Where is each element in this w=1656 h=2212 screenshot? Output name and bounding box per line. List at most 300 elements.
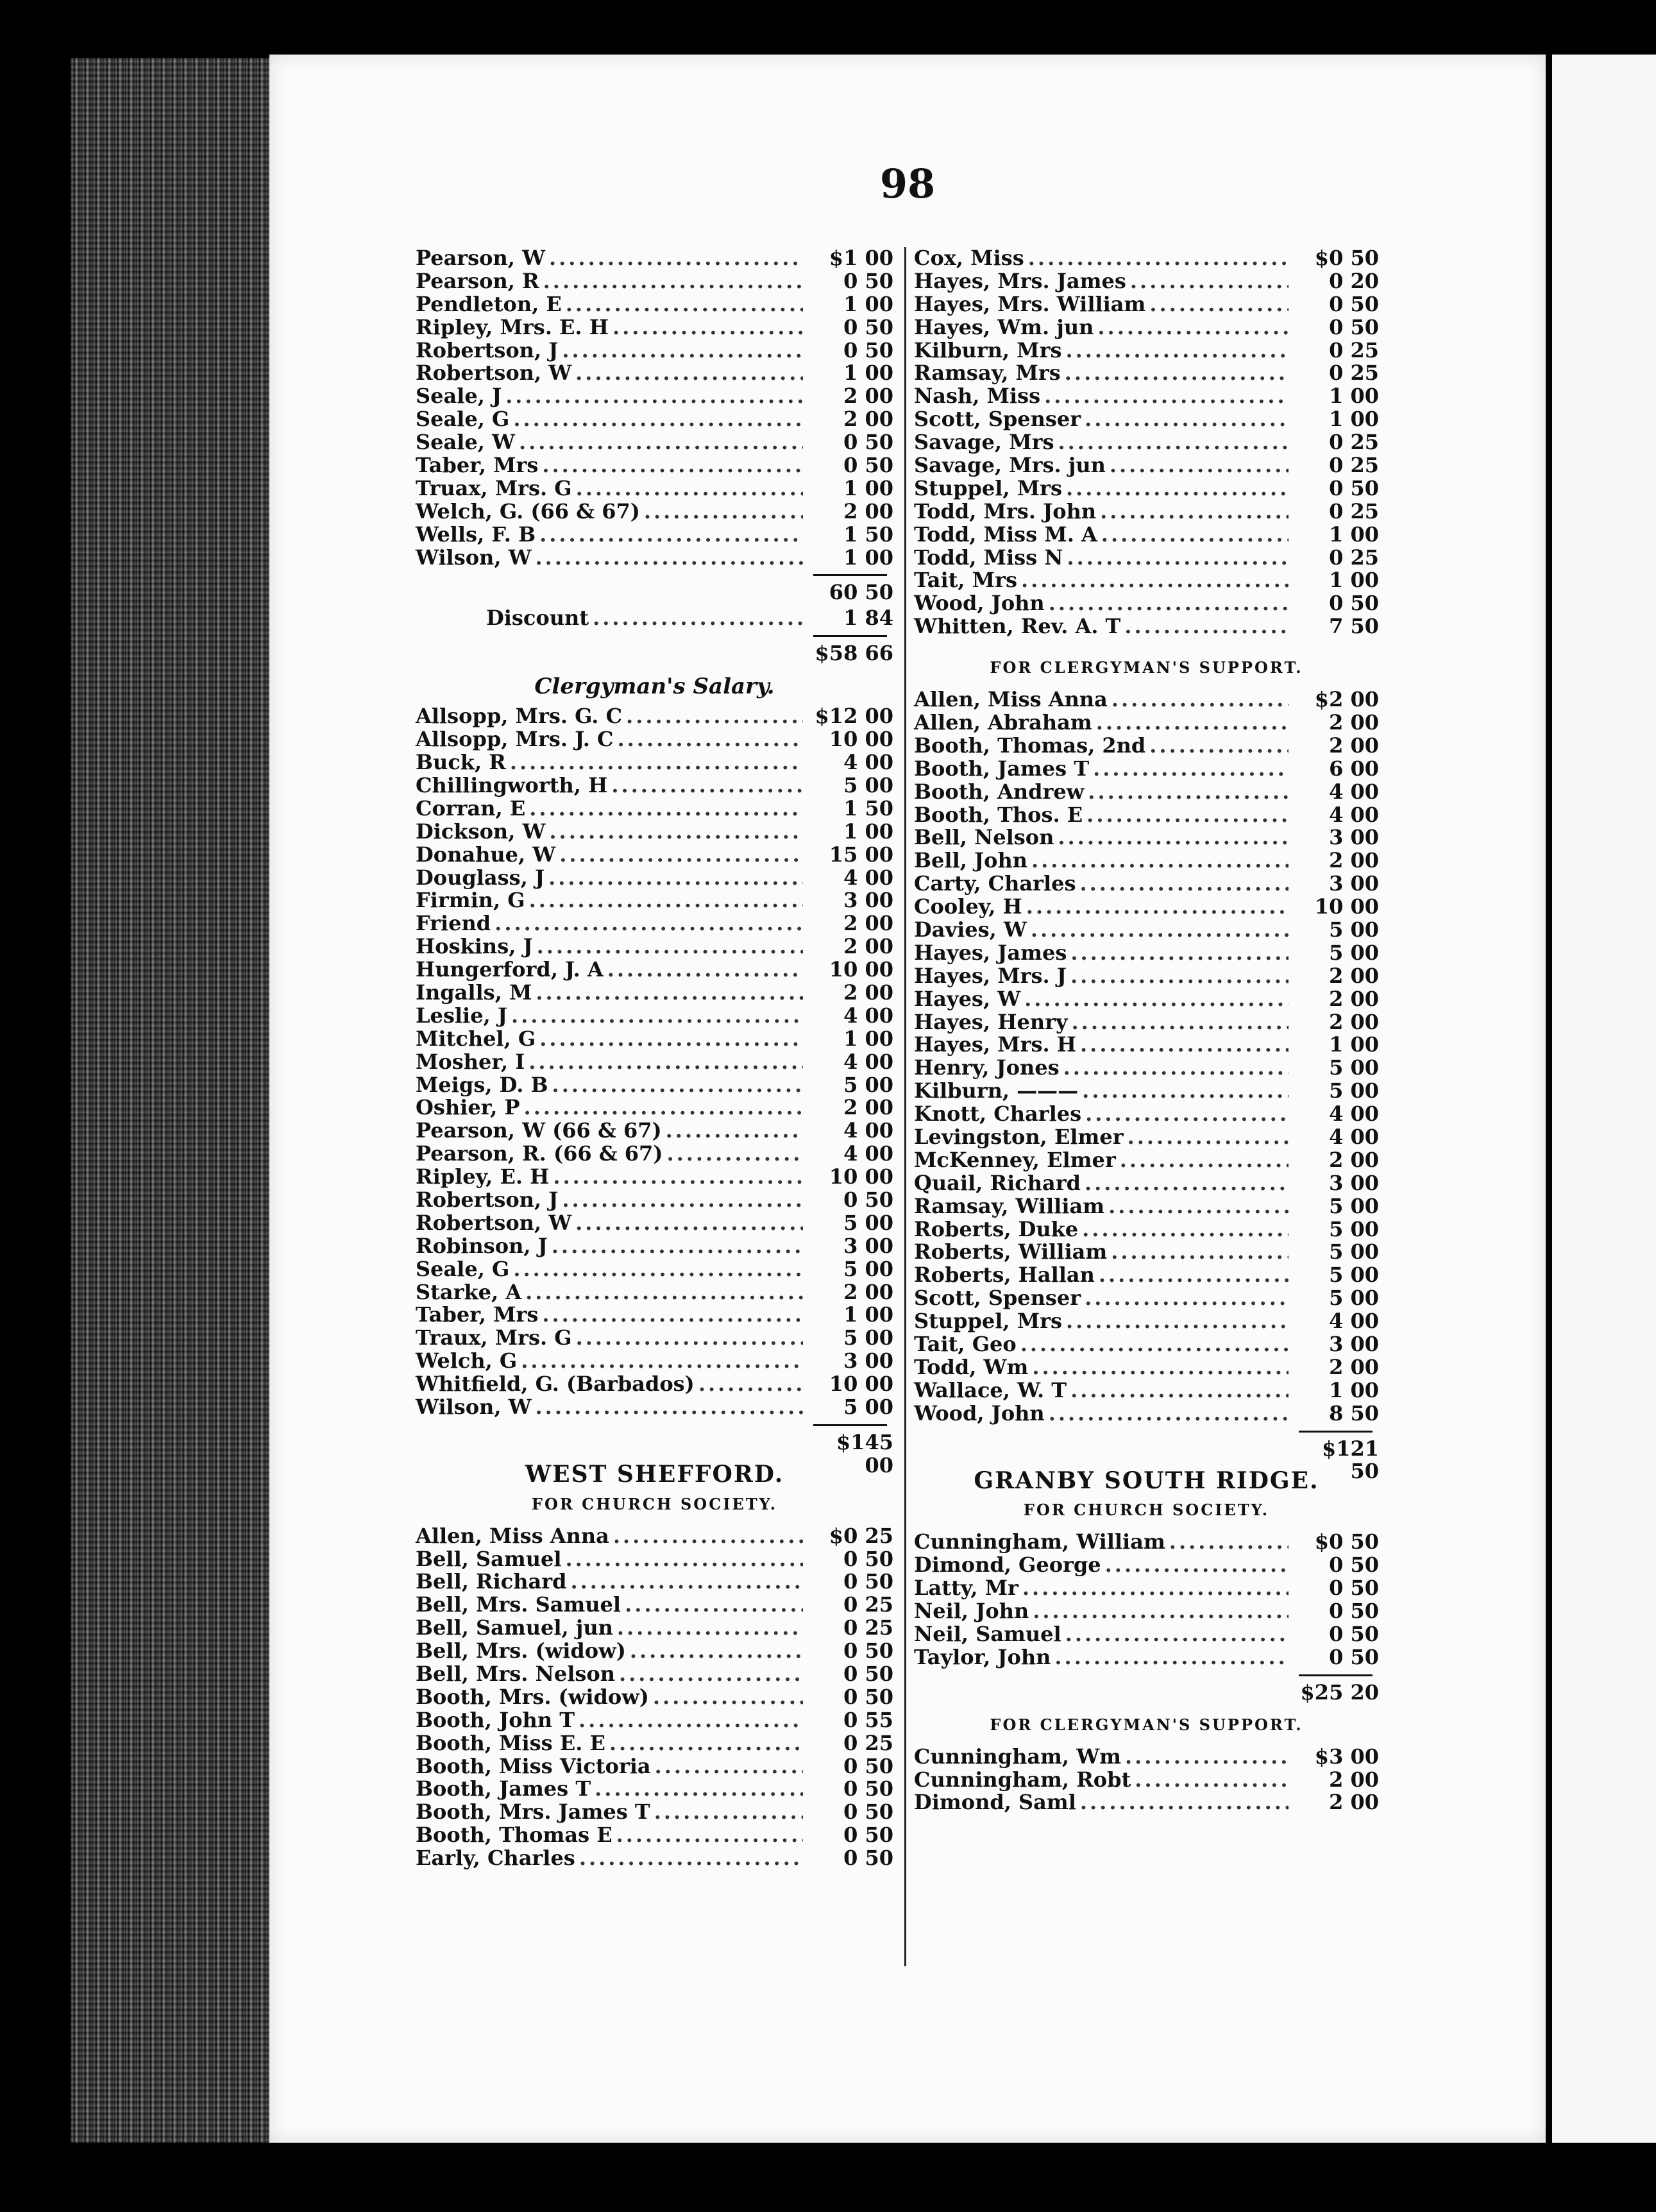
entry-name: Neil, Samuel bbox=[914, 1621, 1061, 1646]
entry-amount: 10 00 bbox=[1314, 894, 1379, 919]
leader-dots bbox=[1111, 688, 1288, 711]
entry-amount: 2 00 bbox=[843, 384, 893, 409]
entry-name: Allsopp, Mrs. J. C bbox=[416, 727, 614, 752]
ledger-entry bbox=[416, 1396, 893, 1419]
leader-dots bbox=[528, 1051, 803, 1074]
ledger-entry bbox=[914, 547, 1379, 570]
entry-amount: 2 00 bbox=[843, 911, 893, 936]
entry-name: Pearson, R bbox=[416, 268, 539, 293]
entry-amount: 0 50 bbox=[1329, 591, 1379, 616]
entry-name: Latty, Mr bbox=[914, 1576, 1018, 1601]
west-shefford-subheading: FOR CHURCH SOCIETY. bbox=[531, 1494, 778, 1513]
entry-amount: 6 00 bbox=[1329, 756, 1379, 781]
entry-amount: 15 00 bbox=[829, 842, 893, 867]
ledger-entry bbox=[416, 821, 893, 844]
ledger-entry bbox=[416, 1327, 893, 1350]
entry-name: Truax, Mrs. G bbox=[416, 475, 572, 500]
ledger-entry bbox=[914, 1769, 1379, 1792]
ledger-entry bbox=[914, 965, 1379, 988]
entry-amount: 0 25 bbox=[843, 1592, 893, 1617]
ledger-entry bbox=[416, 797, 893, 821]
entry-name: Buck, R bbox=[416, 750, 506, 775]
ledger-entry bbox=[416, 728, 893, 751]
leader-dots bbox=[1105, 1554, 1288, 1577]
entry-amount: 4 00 bbox=[843, 750, 893, 775]
ledger-entry bbox=[914, 688, 1379, 711]
entry-amount: 2 00 bbox=[1329, 1354, 1379, 1379]
entry-amount: 0 50 bbox=[843, 453, 893, 478]
entry-name: Hayes, Henry bbox=[914, 1009, 1068, 1034]
entry-name: Ripley, Mrs. E. H bbox=[416, 314, 609, 339]
entry-name: Robertson, W bbox=[416, 1210, 572, 1235]
leader-dots bbox=[525, 1281, 803, 1304]
entry-name: Bell, Richard bbox=[416, 1569, 567, 1594]
leader-dots bbox=[548, 867, 803, 890]
ledger-page bbox=[269, 55, 1546, 2143]
ledger-entry bbox=[416, 751, 893, 774]
ledger-entry bbox=[914, 1218, 1379, 1241]
leader-dots bbox=[536, 982, 803, 1005]
ledger-entry bbox=[416, 867, 893, 890]
entry-amount: 7 50 bbox=[1329, 614, 1379, 639]
ledger-entry bbox=[914, 247, 1379, 270]
entry-name: Stuppel, Mrs bbox=[914, 475, 1062, 500]
granby-subheading: FOR CHURCH SOCIETY. bbox=[1023, 1501, 1270, 1520]
entry-name: Robertson, J bbox=[416, 337, 559, 362]
entry-amount: 0 50 bbox=[843, 430, 893, 455]
ledger-entry bbox=[914, 1310, 1379, 1333]
ledger-entry bbox=[416, 385, 893, 408]
ledger-entry bbox=[914, 1264, 1379, 1287]
entry-amount: 1 00 bbox=[843, 291, 893, 316]
entry-name: Friend bbox=[416, 911, 491, 936]
ledger-entry bbox=[914, 1287, 1379, 1310]
leader-dots bbox=[1082, 1080, 1288, 1103]
ledger-entry bbox=[416, 1778, 893, 1801]
entry-amount: 0 50 bbox=[843, 1187, 893, 1212]
ledger-entry bbox=[416, 1051, 893, 1074]
ledger-entry bbox=[914, 1080, 1379, 1103]
leader-dots bbox=[1020, 1333, 1288, 1356]
entry-name: Pearson, R. (66 & 67) bbox=[416, 1141, 663, 1166]
entry-amount: 10 00 bbox=[829, 1372, 893, 1397]
ledger-entry bbox=[416, 1281, 893, 1304]
right-column bbox=[914, 247, 1652, 1814]
leader-dots bbox=[505, 385, 803, 408]
entry-amount: 0 25 bbox=[1329, 545, 1379, 570]
leader-dots bbox=[1070, 965, 1288, 988]
entry-name: Corran, E bbox=[416, 795, 526, 821]
ledger-entry bbox=[914, 826, 1379, 849]
ledger-entry bbox=[416, 1143, 893, 1166]
ledger-entry bbox=[914, 270, 1379, 293]
ledger-entry bbox=[914, 781, 1379, 804]
entry-name: Pearson, W bbox=[416, 246, 545, 270]
entry-amount: 4 00 bbox=[843, 1049, 893, 1074]
entry-name: Bell, Mrs. (widow) bbox=[416, 1638, 626, 1663]
leader-dots bbox=[1096, 711, 1288, 735]
entry-amount: 5 00 bbox=[1329, 1239, 1379, 1264]
ledger-entry bbox=[914, 1195, 1379, 1218]
leader-dots bbox=[1028, 247, 1288, 270]
entry-amount: 5 00 bbox=[1329, 1286, 1379, 1311]
leader-dots bbox=[1149, 293, 1288, 316]
ledger-entry bbox=[416, 1824, 893, 1847]
entry-amount: 0 50 bbox=[843, 1638, 893, 1663]
ledger-entry bbox=[416, 1847, 893, 1870]
leader-dots bbox=[575, 1212, 803, 1235]
leader-dots bbox=[1044, 385, 1288, 408]
ledger-entry bbox=[416, 1304, 893, 1327]
entry-amount: 0 50 bbox=[1329, 1621, 1379, 1646]
entry-name: Savage, Mrs. jun bbox=[914, 453, 1106, 478]
entry-amount: 0 50 bbox=[843, 1684, 893, 1709]
entry-name: Hayes, Mrs. J bbox=[914, 963, 1067, 988]
entry-name: Bell, Nelson bbox=[914, 825, 1054, 850]
ledger-entry bbox=[416, 1755, 893, 1778]
entry-name: Hayes, James bbox=[914, 940, 1067, 965]
granby-heading: GRANBY SOUTH RIDGE. bbox=[974, 1467, 1319, 1494]
entry-amount: $0 25 bbox=[829, 1523, 893, 1548]
leader-dots bbox=[1085, 1172, 1288, 1195]
ledger-entry bbox=[914, 1103, 1379, 1126]
ledger-entry bbox=[416, 1189, 893, 1212]
ledger-entry bbox=[416, 1801, 893, 1824]
subtotal-row bbox=[416, 581, 893, 607]
entry-name: Cunningham, Wm bbox=[914, 1744, 1121, 1769]
entry-name: Allen, Miss Anna bbox=[416, 1523, 609, 1548]
ledger-entry bbox=[416, 316, 893, 339]
entry-amount: 5 00 bbox=[1329, 940, 1379, 965]
entry-name: Henry, Jones bbox=[914, 1055, 1060, 1080]
entry-name: Seale, J bbox=[416, 384, 502, 409]
entry-name: Todd, Mrs. John bbox=[914, 498, 1097, 523]
entry-amount: 3 00 bbox=[843, 1348, 893, 1374]
entry-amount: 2 00 bbox=[843, 1095, 893, 1120]
entry-name: Traux, Mrs. G bbox=[416, 1325, 572, 1350]
entry-name: Welch, G bbox=[416, 1348, 518, 1374]
entry-amount: 3 00 bbox=[1329, 1331, 1379, 1356]
ledger-entry bbox=[914, 569, 1379, 592]
leader-dots bbox=[1108, 1195, 1288, 1218]
entry-name: Cooley, H bbox=[914, 894, 1022, 919]
entry-amount: 4 00 bbox=[1329, 1102, 1379, 1127]
entry-amount: 5 00 bbox=[843, 1325, 893, 1350]
leader-dots bbox=[510, 751, 803, 774]
leader-dots bbox=[655, 1755, 803, 1778]
leader-dots bbox=[698, 1373, 803, 1396]
entry-amount: 5 00 bbox=[1329, 1216, 1379, 1241]
ledger-entry bbox=[914, 1623, 1379, 1646]
leader-dots bbox=[1026, 896, 1288, 919]
leader-dots bbox=[1054, 1646, 1288, 1669]
entry-name: Seale, G bbox=[416, 407, 510, 432]
entry-name: Savage, Mrs bbox=[914, 430, 1054, 455]
entry-amount: 2 00 bbox=[843, 980, 893, 1005]
entry-name: Todd, Wm bbox=[914, 1354, 1029, 1379]
leader-dots bbox=[1063, 1057, 1288, 1080]
leader-dots bbox=[613, 316, 803, 339]
west-shefford-heading: WEST SHEFFORD. bbox=[525, 1460, 784, 1488]
leader-dots bbox=[536, 1396, 803, 1419]
subtotal-amount: 60 50 bbox=[829, 580, 893, 605]
entry-amount: 0 25 bbox=[843, 1615, 893, 1640]
leader-dots bbox=[1080, 1034, 1288, 1057]
leader-dots bbox=[1049, 592, 1288, 615]
leader-dots bbox=[494, 912, 803, 935]
leader-dots bbox=[1110, 454, 1288, 477]
ledger-entry bbox=[416, 958, 893, 982]
entry-name: Ramsay, William bbox=[914, 1193, 1105, 1218]
entry-amount: 3 00 bbox=[1329, 1170, 1379, 1195]
entry-name: Meigs, D. B bbox=[416, 1072, 548, 1097]
leader-dots bbox=[1097, 316, 1288, 339]
entry-amount: 0 50 bbox=[843, 314, 893, 339]
ledger-entry bbox=[416, 774, 893, 797]
ledger-entry bbox=[416, 1258, 893, 1281]
entry-amount: 4 00 bbox=[1329, 779, 1379, 804]
entry-name: Taber, Mrs bbox=[416, 1302, 539, 1327]
entry-name: Firmin, G bbox=[416, 888, 525, 913]
spacer bbox=[914, 638, 1652, 650]
ledger-entry bbox=[914, 988, 1379, 1011]
entry-amount: 0 50 bbox=[843, 1662, 893, 1687]
ledger-entry bbox=[416, 889, 893, 912]
ledger-entry bbox=[914, 711, 1379, 735]
entry-name: Oshier, P bbox=[416, 1095, 520, 1120]
leader-dots bbox=[1101, 523, 1288, 547]
ledger-entry bbox=[914, 1600, 1379, 1623]
discount-row bbox=[416, 607, 893, 630]
ledger-entry bbox=[914, 477, 1379, 500]
leader-dots bbox=[653, 1686, 803, 1709]
ledger-entry bbox=[914, 385, 1379, 408]
ledger-entry bbox=[416, 270, 893, 293]
entry-name: Bell, Samuel bbox=[416, 1546, 562, 1571]
leader-dots bbox=[1100, 500, 1288, 523]
ledger-entry bbox=[914, 1057, 1379, 1080]
entry-name: Booth, Thos. E bbox=[914, 802, 1083, 827]
entry-amount: 1 00 bbox=[1329, 384, 1379, 409]
entry-name: Dimond, Saml bbox=[914, 1790, 1076, 1815]
ledger-entry bbox=[914, 1126, 1379, 1149]
entry-name: Kilburn, Mrs bbox=[914, 337, 1062, 362]
ledger-entry bbox=[914, 1011, 1379, 1034]
ledger-entry bbox=[914, 615, 1379, 638]
entry-name: Levingston, Elmer bbox=[914, 1124, 1124, 1149]
ledger-entry bbox=[914, 1149, 1379, 1172]
ledger-entry bbox=[914, 1241, 1379, 1264]
entry-name: Cox, Miss bbox=[914, 246, 1024, 270]
leader-dots bbox=[618, 728, 803, 751]
leader-dots bbox=[1049, 1402, 1288, 1425]
ledger-entry bbox=[914, 431, 1379, 454]
entry-amount: 3 00 bbox=[843, 1233, 893, 1258]
leader-dots bbox=[559, 844, 803, 867]
entry-amount: 10 00 bbox=[829, 957, 893, 982]
ledger-entry bbox=[914, 1034, 1379, 1057]
leader-dots bbox=[536, 547, 803, 570]
leader-dots bbox=[511, 1005, 803, 1028]
leader-dots bbox=[1065, 1623, 1288, 1646]
leader-dots bbox=[666, 1119, 803, 1143]
entry-amount: 1 00 bbox=[1329, 522, 1379, 547]
ledger-entry bbox=[914, 454, 1379, 477]
leader-dots bbox=[1067, 547, 1288, 570]
leader-dots bbox=[1022, 1577, 1288, 1600]
entry-amount: 0 50 bbox=[843, 1799, 893, 1825]
entry-name: Quail, Richard bbox=[914, 1170, 1081, 1195]
entry-amount: 2 00 bbox=[1329, 848, 1379, 873]
entry-amount: 4 00 bbox=[1329, 1309, 1379, 1334]
leader-dots bbox=[529, 889, 803, 912]
ledger-entry bbox=[914, 1554, 1379, 1577]
book-spine-edge bbox=[71, 58, 276, 2143]
sum-rule bbox=[813, 574, 887, 576]
ledger-entry bbox=[416, 1709, 893, 1732]
leader-dots bbox=[529, 797, 803, 821]
leader-dots bbox=[617, 1617, 803, 1640]
granby-support-list bbox=[914, 1746, 1652, 1815]
entry-amount: 0 50 bbox=[1329, 475, 1379, 500]
entry-name: Robinson, J bbox=[416, 1233, 548, 1258]
granby-total-row bbox=[914, 1681, 1379, 1707]
leader-dots bbox=[553, 1166, 803, 1189]
entry-amount: 5 00 bbox=[1329, 917, 1379, 942]
leader-dots bbox=[579, 1847, 803, 1870]
ledger-entry bbox=[416, 247, 893, 270]
ledger-entry bbox=[416, 1373, 893, 1396]
leader-dots bbox=[625, 1594, 803, 1617]
entry-name: Seale, W bbox=[416, 430, 515, 455]
entry-amount: 2 00 bbox=[843, 1279, 893, 1304]
entry-name: Knott, Charles bbox=[914, 1102, 1082, 1127]
entry-amount: 3 00 bbox=[1329, 871, 1379, 896]
entry-name: Booth, Miss Victoria bbox=[416, 1753, 651, 1778]
ledger-entry bbox=[914, 758, 1379, 781]
entry-name: Hoskins, J bbox=[416, 934, 533, 959]
discount-amount: 1 84 bbox=[843, 606, 893, 631]
entry-amount: 2 00 bbox=[843, 498, 893, 523]
ledger-entry bbox=[416, 1640, 893, 1663]
ledger-entry bbox=[416, 1617, 893, 1640]
sum-rule bbox=[813, 1424, 887, 1426]
leader-dots bbox=[1066, 1310, 1288, 1333]
ledger-entry bbox=[416, 912, 893, 935]
entry-name: Whitfield, G. (Barbados) bbox=[416, 1372, 695, 1397]
leader-dots bbox=[593, 607, 803, 630]
entry-name: Early, Charles bbox=[416, 1846, 575, 1871]
entry-name: Todd, Miss N bbox=[914, 545, 1063, 570]
ledger-entry bbox=[416, 431, 893, 454]
leader-dots bbox=[521, 1350, 803, 1373]
leader-dots bbox=[1033, 1600, 1288, 1623]
leader-dots bbox=[562, 1189, 803, 1212]
entry-amount: 0 25 bbox=[1329, 337, 1379, 362]
leader-dots bbox=[1058, 826, 1288, 849]
leader-dots bbox=[576, 477, 803, 500]
leader-dots bbox=[1070, 942, 1288, 965]
entry-amount: 0 50 bbox=[843, 1753, 893, 1778]
leader-dots bbox=[1080, 872, 1288, 896]
ledger-entry bbox=[914, 1646, 1379, 1669]
entry-amount: 2 00 bbox=[843, 407, 893, 432]
entry-name: Scott, Spenser bbox=[914, 407, 1081, 432]
entry-amount: 5 00 bbox=[1329, 1193, 1379, 1218]
entry-name: Hayes, Mrs. James bbox=[914, 268, 1126, 293]
leader-dots bbox=[575, 362, 803, 385]
entry-amount: 1 50 bbox=[843, 522, 893, 547]
ledger-entry bbox=[416, 1350, 893, 1373]
entry-name: Taylor, John bbox=[914, 1644, 1051, 1669]
ledger-entry bbox=[914, 1791, 1379, 1814]
leader-dots bbox=[1093, 758, 1288, 781]
entry-name: Welch, G. (66 & 67) bbox=[416, 498, 640, 523]
granby-total-amount: $25 20 bbox=[1300, 1680, 1379, 1705]
entry-amount: 8 50 bbox=[1329, 1400, 1379, 1425]
entry-amount: 2 00 bbox=[1329, 1147, 1379, 1172]
entry-amount: $0 50 bbox=[1314, 1529, 1379, 1554]
ledger-entry bbox=[416, 1548, 893, 1571]
entry-amount: $12 00 bbox=[815, 704, 893, 729]
leader-dots bbox=[1032, 1356, 1288, 1379]
entry-amount: 0 50 bbox=[843, 1569, 893, 1594]
entry-amount: 4 00 bbox=[843, 1141, 893, 1166]
leader-dots bbox=[1111, 1241, 1288, 1264]
entry-amount: 4 00 bbox=[1329, 1124, 1379, 1149]
entry-amount: 4 00 bbox=[843, 1003, 893, 1028]
entry-name: Davies, W bbox=[914, 917, 1027, 942]
leader-dots bbox=[654, 1801, 803, 1824]
leader-dots bbox=[607, 958, 803, 982]
entry-amount: $2 00 bbox=[1314, 687, 1379, 712]
entry-name: Tait, Mrs bbox=[914, 568, 1017, 593]
entry-amount: 0 50 bbox=[843, 1776, 893, 1801]
entry-amount: 2 00 bbox=[1329, 963, 1379, 988]
ledger-entry bbox=[914, 942, 1379, 965]
leader-dots bbox=[549, 247, 803, 270]
leader-dots bbox=[542, 1304, 803, 1327]
ledger-entry bbox=[416, 982, 893, 1005]
salary-total-amount: $145 00 bbox=[836, 1429, 893, 1477]
leader-dots bbox=[613, 1525, 803, 1548]
ledger-entry bbox=[416, 1525, 893, 1548]
leader-dots bbox=[1072, 1011, 1288, 1034]
ledger-entry bbox=[914, 362, 1379, 385]
entry-name: Robertson, J bbox=[416, 1187, 559, 1212]
leader-dots bbox=[1021, 569, 1288, 592]
entry-name: Bell, Samuel, jun bbox=[416, 1615, 613, 1640]
ledger-entry bbox=[914, 1333, 1379, 1356]
entry-amount: 1 00 bbox=[843, 361, 893, 386]
leader-dots bbox=[1169, 1531, 1288, 1554]
entry-name: Tait, Geo bbox=[914, 1331, 1017, 1356]
entry-amount: 3 00 bbox=[843, 888, 893, 913]
support-total-amount: $121 50 bbox=[1321, 1436, 1379, 1484]
leader-dots bbox=[1065, 339, 1288, 362]
entry-amount: 1 00 bbox=[1329, 1032, 1379, 1057]
entry-amount: 0 50 bbox=[843, 1846, 893, 1871]
entry-name: Taber, Mrs bbox=[416, 453, 539, 478]
entry-name: Robertson, W bbox=[416, 361, 572, 386]
entry-amount: 1 00 bbox=[1329, 1377, 1379, 1402]
discount-label: Discount bbox=[486, 606, 589, 631]
ledger-entry bbox=[416, 705, 893, 728]
ledger-entry bbox=[914, 592, 1379, 615]
entry-name: Wood, John bbox=[914, 1400, 1045, 1425]
leader-dots bbox=[1080, 1791, 1288, 1814]
leader-dots bbox=[539, 523, 803, 547]
